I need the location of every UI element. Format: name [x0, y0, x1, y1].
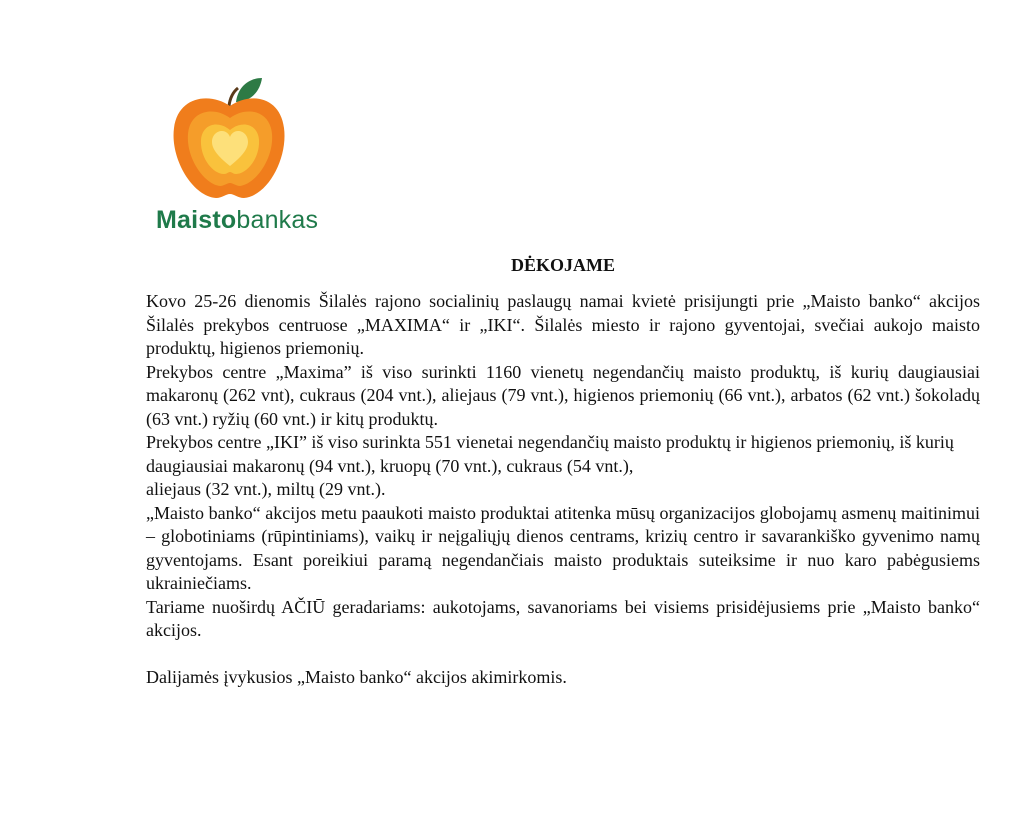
maistobankas-logo	[150, 72, 330, 242]
paragraph-intro: Kovo 25-26 dienomis Šilalės rajono socialinių paslaugų namai kvietė prisijungti prie „Maisto banko“ akcijos Šilalės prekybos centruose „MAXIMA“ ir „IKI“. Šilalės miesto ir rajono gyventojai, svečiai aukojo maisto produktų, higienos priemonių.	[146, 291, 980, 358]
apple-heart-icon	[150, 72, 300, 204]
logo-wordmark-bold: Maisto	[156, 206, 237, 234]
paragraph-iki-continued: aliejaus (32 vnt.), miltų (29 vnt.).	[146, 479, 386, 499]
paragraph-spacer	[146, 643, 980, 667]
paragraph-iki: Prekybos centre „IKI” iš viso surinkta 551 vienetai negendančių maisto produktų ir higienos priemonių, iš kurių daugiausiai makaronų (94 vnt.), kruopų (70 vnt.), cukraus (54 vnt.),	[146, 432, 954, 476]
paragraph-maxima: Prekybos centre „Maxima” iš viso surinkti 1160 vienetų negendančių maisto produktų, iš kurių daugiausiai makaronų (262 vnt), cukraus (204 vnt.), aliejaus (79 vnt.), higienos priemonių (66 vnt.), arbatos (62 vnt.) šokoladų (63 vnt.) ryžių (60 vnt.) ir kitų produktų.	[146, 361, 980, 429]
paragraph-thanks: Tariame nuoširdų AČIŪ geradariams: aukotojams, savanoriams bei visiems prisidėjusiems prie „Maisto banko“ akcijos.	[146, 596, 980, 640]
paragraph-distribution: „Maisto banko“ akcijos metu paaukoti maisto produktai atitenka mūsų organizacijos globojamų asmenų maitinimui – globotiniams (rūpintiniams), vaikų ir neįgaliųjų dienos centrams, krizių centro ir savarankiško gyvenimo namų gyventojams. Esant poreikiui paramą negendančiais maisto produktais suteiksime ir nuo karo pabėgusiems ukrainiečiams.	[146, 502, 980, 593]
logo-wordmark-regular: bankas	[236, 206, 319, 234]
paragraph-closing: Dalijamės įvykusios „Maisto banko“ akcijos akimirkomis.	[146, 667, 567, 687]
letter-body	[146, 290, 980, 690]
page-title: DĖKOJAME	[510, 255, 615, 275]
logo-wordmark	[156, 206, 318, 235]
